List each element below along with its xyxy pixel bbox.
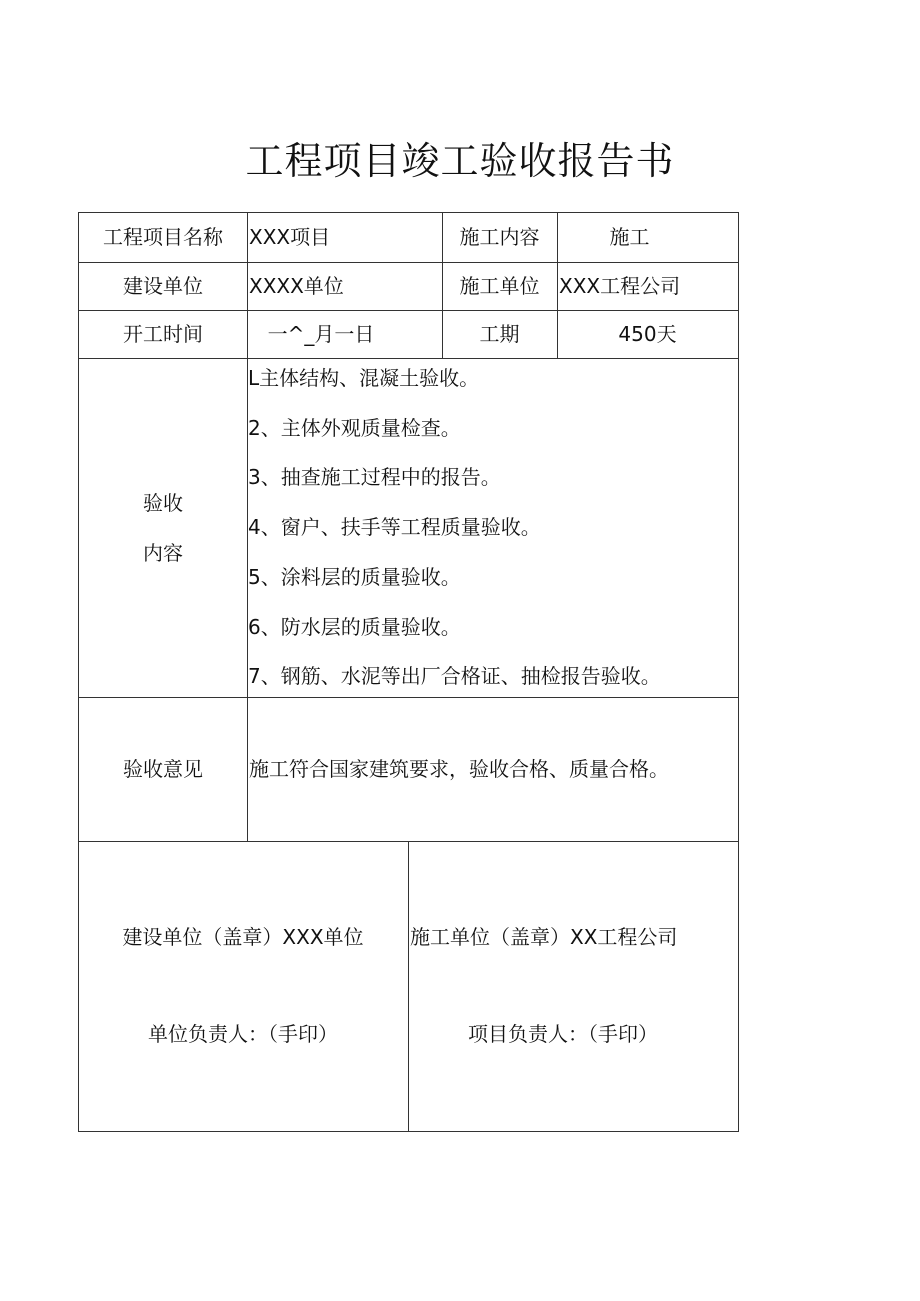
project-name-value: XXX项目: [249, 225, 331, 249]
project-name-label: 工程项目名称: [103, 225, 223, 249]
acceptance-content-label-line2: 内容: [143, 540, 183, 565]
developer-label: 建设单位: [123, 274, 203, 298]
list-item: 2、主体外观质量检查。: [248, 416, 461, 440]
acceptance-content-label: [78, 358, 248, 697]
developer-responsible-person: 单位负责人：（手印）: [148, 1022, 338, 1046]
start-date-label: 开工时间: [123, 322, 203, 346]
construction-content-label: 施工内容: [459, 225, 540, 249]
construction-content-value: 施工: [609, 225, 650, 249]
list-item: 3、抽查施工过程中的报告。: [248, 465, 501, 489]
contractor-label: 施工单位: [459, 274, 540, 298]
table-border-right: [738, 212, 739, 1132]
list-item: L主体结构、混凝土验收。: [248, 366, 480, 390]
opinion-text: 施工符合国家建筑要求，验收合格、质量合格。: [249, 757, 669, 781]
contractor-responsible-person: 项目负责人：（手印）: [468, 1022, 658, 1046]
list-item: 6、防水层的质量验收。: [248, 615, 461, 639]
contractor-value: XXX工程公司: [559, 274, 681, 298]
developer-seal: 建设单位（盖章）XXX单位: [122, 925, 364, 949]
acceptance-content-label-line1: 验收: [143, 490, 183, 515]
column-divider: [408, 841, 409, 1132]
document-title: 工程项目竣工验收报告书: [245, 139, 675, 183]
list-item: 4、窗户、扶手等工程质量验收。: [248, 515, 541, 539]
opinion-label: 验收意见: [123, 757, 203, 781]
developer-value: XXXX单位: [249, 274, 344, 298]
contractor-seal: 施工单位（盖章）XX工程公司: [410, 925, 678, 949]
start-date-value: 一^_月一日: [267, 322, 375, 346]
list-item: 7、钢筋、水泥等出厂合格证、抽检报告验收。: [248, 664, 661, 688]
duration-value: 450天: [618, 322, 677, 346]
list-item: 5、涂料层的质量验收。: [248, 565, 461, 589]
duration-label: 工期: [479, 322, 520, 346]
